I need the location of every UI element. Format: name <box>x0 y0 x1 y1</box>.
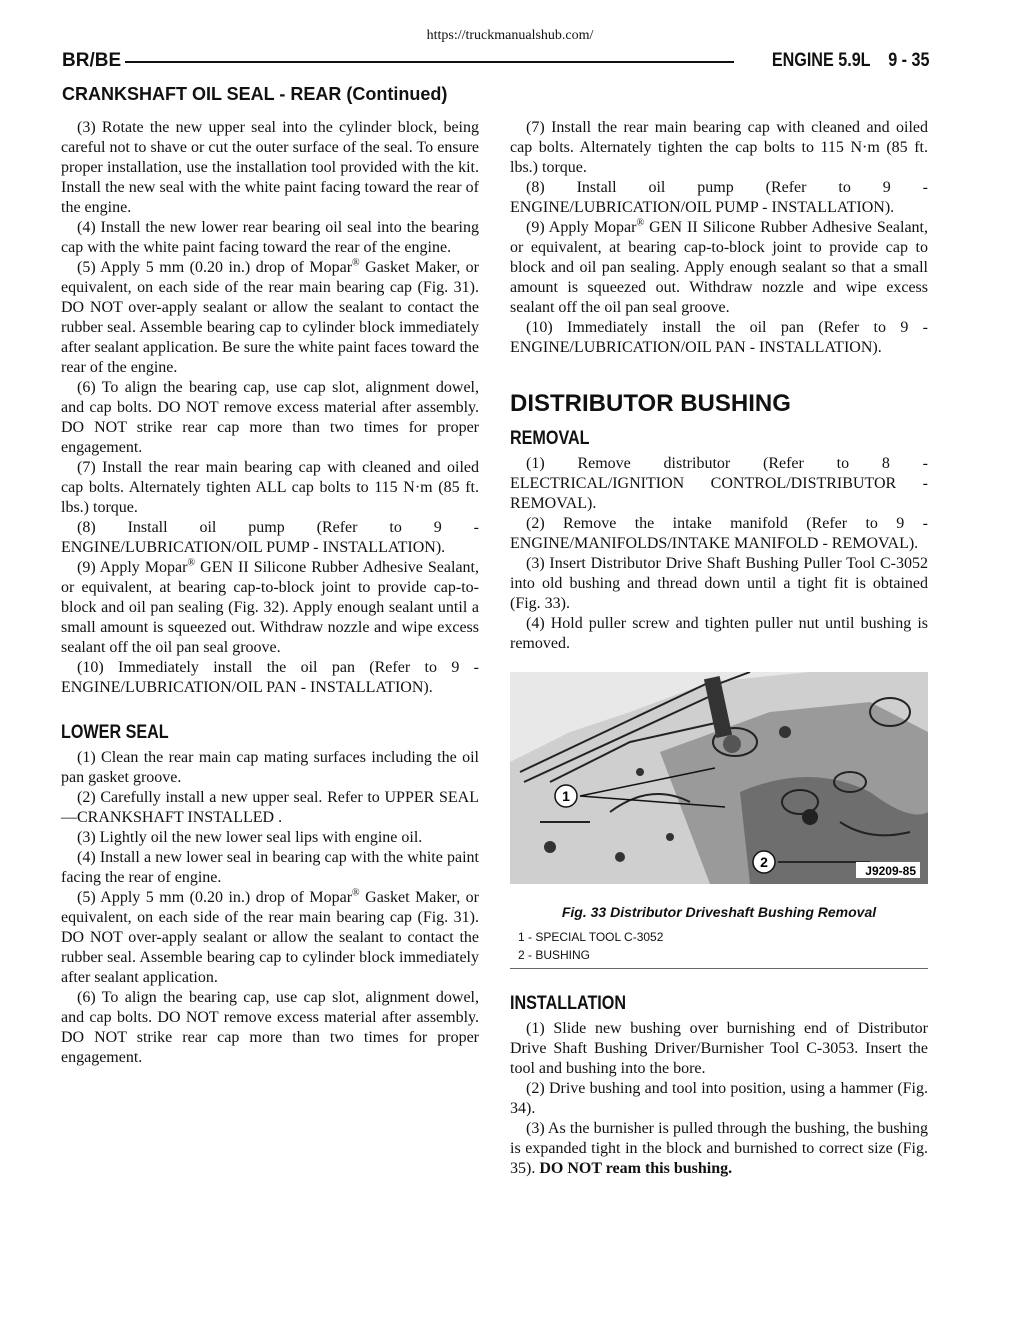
callout-1: 1 <box>562 788 570 804</box>
paragraph: (3) Insert Distributor Drive Shaft Bushing Puller Tool C-3052 into old bushing and thread down until a tight fit is obtained (Fig. 33). <box>510 555 928 612</box>
distributor-bushing-heading: DISTRIBUTOR BUSHING <box>510 390 791 417</box>
removal-heading: REMOVAL <box>510 428 590 449</box>
figure-code: J9209-85 <box>865 864 916 878</box>
legend-item: 1 - SPECIAL TOOL C-3052 <box>518 930 664 944</box>
paragraph: (6) To align the bearing cap, use cap slot, alignment dowel, and cap bolts. DO NOT remove excess material after assembly. DO NOT strike rear cap more than two times for proper engagement. <box>61 379 479 456</box>
header-vehicle: BR/BE <box>62 50 122 71</box>
paragraph: (8) Install oil pump (Refer to 9 - ENGINE/LUBRICATION/OIL PUMP - INSTALLATION). <box>510 179 928 216</box>
installation-heading: INSTALLATION <box>510 993 627 1014</box>
paragraph: (10) Immediately install the oil pan (Refer to 9 - ENGINE/LUBRICATION/OIL PAN - INSTALLATION). <box>61 659 479 696</box>
warning-text: DO NOT ream this bushing. <box>539 1160 733 1177</box>
paragraph: (1) Clean the rear main cap mating surfaces including the oil pan gasket groove. <box>61 749 479 786</box>
engine-illustration <box>510 672 928 884</box>
paragraph: (9) Apply Mopar® GEN II Silicone Rubber Adhesive Sealant, or equivalent, at bearing cap-to-block joint to provide cap to block and oil pan sealing. Apply enough sealant so that a small amount is squeezed out. Withdraw nozzle and wipe excess sealant off the oil pan seal groove. <box>510 217 929 316</box>
paragraph: (3) Rotate the new upper seal into the cylinder block, being careful not to shave or cut the outer surface of the seal. To ensure proper installation, use the installation tool provided with the kit. Install the new seal with the white paint facing toward the rear of the engine. <box>61 119 479 216</box>
paragraph: (7) Install the rear main bearing cap with cleaned and oiled cap bolts. Alternately tighten ALL cap bolts to 115 N·m (85 ft. lbs.) torque. <box>61 459 479 516</box>
header-rule <box>125 61 734 63</box>
paragraph: (3) Lightly oil the new lower seal lips with engine oil. <box>77 829 423 846</box>
paragraph: (2) Drive bushing and tool into position, using a hammer (Fig. 34). <box>510 1080 928 1117</box>
page-title: CRANKSHAFT OIL SEAL - REAR (Continued) <box>62 84 448 104</box>
paragraph: (6) To align the bearing cap, use cap slot, alignment dowel, and cap bolts. DO NOT remove excess material after assembly. DO NOT strike rear cap more than two times for proper engagement. <box>61 989 479 1066</box>
paragraph: (4) Hold puller screw and tighten puller nut until bushing is removed. <box>510 615 928 652</box>
paragraph: (2) Carefully install a new upper seal. Refer to UPPER SEAL—CRANKSHAFT INSTALLED . <box>61 789 479 826</box>
paragraph: (3) As the burnisher is pulled through the bushing, the bushing is expanded tight in the block and burnished to correct size (Fig. 35). DO NOT ream this bushing. <box>510 1120 928 1177</box>
paragraph: (10) Immediately install the oil pan (Refer to 9 - ENGINE/LUBRICATION/OIL PAN - INSTALLATION). <box>510 319 928 356</box>
right-column <box>510 118 928 1179</box>
header-section-page: ENGINE 5.9L 9 - 35 <box>772 50 930 71</box>
paragraph: (5) Apply 5 mm (0.20 in.) drop of Mopar® Gasket Maker, or equivalent, on each side of the rear main bearing cap (Fig. 31). DO NOT over-apply sealant or allow the sealant to contact the rubber seal. Assemble bearing cap to cylinder block immediately after sealant application. <box>61 887 480 986</box>
paragraph: (4) Install a new lower seal in bearing cap with the white paint facing the rear of engine. <box>61 849 479 886</box>
page-header <box>62 50 930 72</box>
bushing-removal-figure <box>510 672 928 884</box>
figure-legend <box>510 928 928 964</box>
paragraph: (8) Install oil pump (Refer to 9 - ENGINE/LUBRICATION/OIL PUMP - INSTALLATION). <box>61 519 479 556</box>
paragraph: (7) Install the rear main bearing cap with cleaned and oiled cap bolts. Alternately tighten the cap bolts to 115 N·m (85 ft. lbs.) torque. <box>510 119 928 176</box>
paragraph: (5) Apply 5 mm (0.20 in.) drop of Mopar® Gasket Maker, or equivalent, on each side of the rear main bearing cap (Fig. 31). DO NOT over-apply sealant or allow the sealant to contact the rubber seal. Assemble bearing cap to cylinder block immediately after sealant application. Be sure the white paint faces toward the rear of the engine. <box>61 257 480 376</box>
paragraph: (9) Apply Mopar® GEN II Silicone Rubber Adhesive Sealant, or equivalent, at bearing cap-to-block joint to provide cap-to-block and oil pan sealing (Fig. 32). Apply enough sealant until a small amount is squeezed out. Withdraw nozzle and wipe excess sealant off the oil pan seal groove. <box>61 557 480 656</box>
paragraph: (1) Remove distributor (Refer to 8 - ELECTRICAL/IGNITION CONTROL/DISTRIBUTOR - REMOVAL). <box>510 455 928 512</box>
legend-divider <box>510 968 928 969</box>
lower-seal-heading: LOWER SEAL <box>61 722 169 743</box>
left-column <box>61 118 479 1068</box>
registered-mark: ® <box>352 257 360 269</box>
figure-caption: Fig. 33 Distributor Driveshaft Bushing Removal <box>561 904 877 920</box>
paragraph: (2) Remove the intake manifold (Refer to 9 - ENGINE/MANIFOLDS/INTAKE MANIFOLD - REMOVAL). <box>510 515 928 552</box>
callout-2: 2 <box>760 854 768 870</box>
registered-mark: ® <box>352 887 360 899</box>
paragraph: (4) Install the new lower rear bearing oil seal into the bearing cap with the white paint facing toward the rear of the engine. <box>61 219 479 256</box>
registered-mark: ® <box>636 217 645 229</box>
source-url: https://truckmanualshub.com/ <box>426 28 594 43</box>
paragraph: (1) Slide new bushing over burnishing end of Distributor Drive Shaft Bushing Driver/Burnisher Tool C-3053. Insert the tool and bushing into the bore. <box>510 1020 928 1077</box>
legend-item: 2 - BUSHING <box>518 948 591 962</box>
registered-mark: ® <box>187 557 196 569</box>
